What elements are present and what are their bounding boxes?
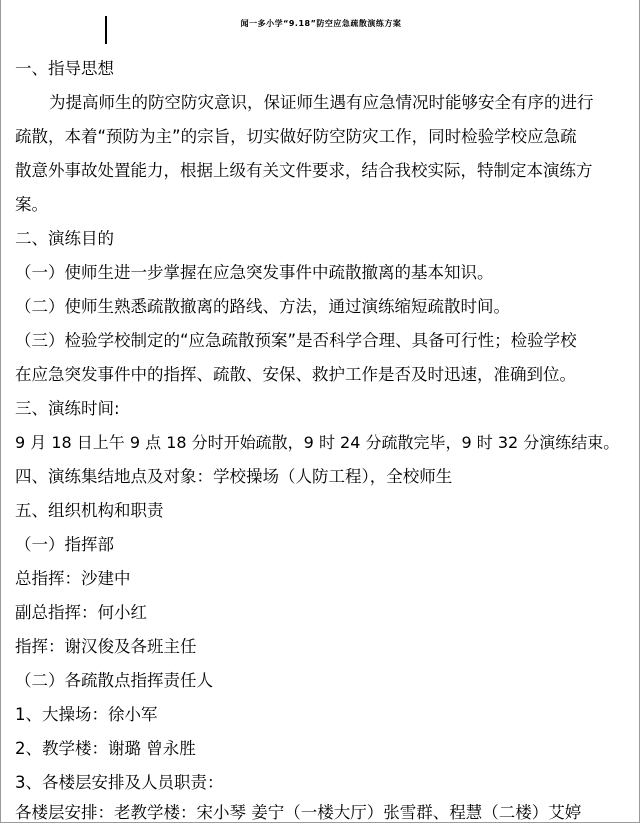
heading-assembly-location: 四、演练集结地点及对象：学校操场（人防工程），全校师生 [15, 467, 453, 486]
subheading-command: （一）指挥部 [15, 535, 114, 554]
paragraph-line: 副总指挥：何小红 [15, 603, 147, 622]
paragraph-line: 散意外事故处置能力，根据上级有关文件要求，结合我校实际，特制定本演练方 [15, 161, 593, 180]
document-title: 闻一多小学“9.18”防空应急疏散演练方案 [240, 19, 402, 28]
heading-guiding-ideology: 一、指导思想 [15, 59, 114, 78]
paragraph-line: （一）使师生进一步掌握在应急突发事件中疏散撤离的基本知识。 [15, 263, 494, 282]
paragraph-line: （二）使师生熟悉疏散撤离的路线、方法，通过演练缩短疏散时间。 [15, 297, 510, 316]
paragraph-line: 为提高师生的防空防灾意识，保证师生遇有应急情况时能够安全有序的进行 [49, 93, 594, 112]
paragraph-line: 总指挥：沙建中 [15, 569, 131, 588]
paragraph-line: 疏散，本着“预防为主”的宗旨，切实做好防空防灾工作，同时检验学校应急疏 [15, 127, 577, 146]
paragraph-line: 9 月 18 日上午 9 点 18 分时开始疏散，9 时 24 分疏散完毕，9 时 32 分演练结束。 [15, 433, 620, 452]
paragraph-line: 在应急突发事件中的指挥、疏散、安保、救护工作是否及时迅速，准确到位。 [15, 365, 576, 384]
paragraph-line: 指挥：谢汉俊及各班主任 [15, 637, 197, 656]
heading-drill-purpose: 二、演练目的 [15, 229, 114, 248]
paragraph-line: 案。 [15, 195, 48, 214]
heading-drill-time: 三、演练时间: [15, 399, 120, 418]
heading-organization: 五、组织机构和职责 [15, 501, 164, 520]
paragraph-line: 2、教学楼：谢璐 曾永胜 [15, 739, 196, 758]
paragraph-line: 各楼层安排：老教学楼：宋小琴 姜宁（一楼大厅）张雪群、程慧（二楼）艾婷 [15, 803, 582, 822]
paragraph-line: （三）检验学校制定的“应急疏散预案”是否科学合理、具备可行性；检验学校 [15, 331, 577, 350]
paragraph-line: 3、各楼层安排及人员职责： [15, 773, 224, 792]
paragraph-line: 1、大操场：徐小军 [15, 705, 158, 724]
subheading-evacuation-points: （二）各疏散点指挥责任人 [15, 671, 213, 690]
